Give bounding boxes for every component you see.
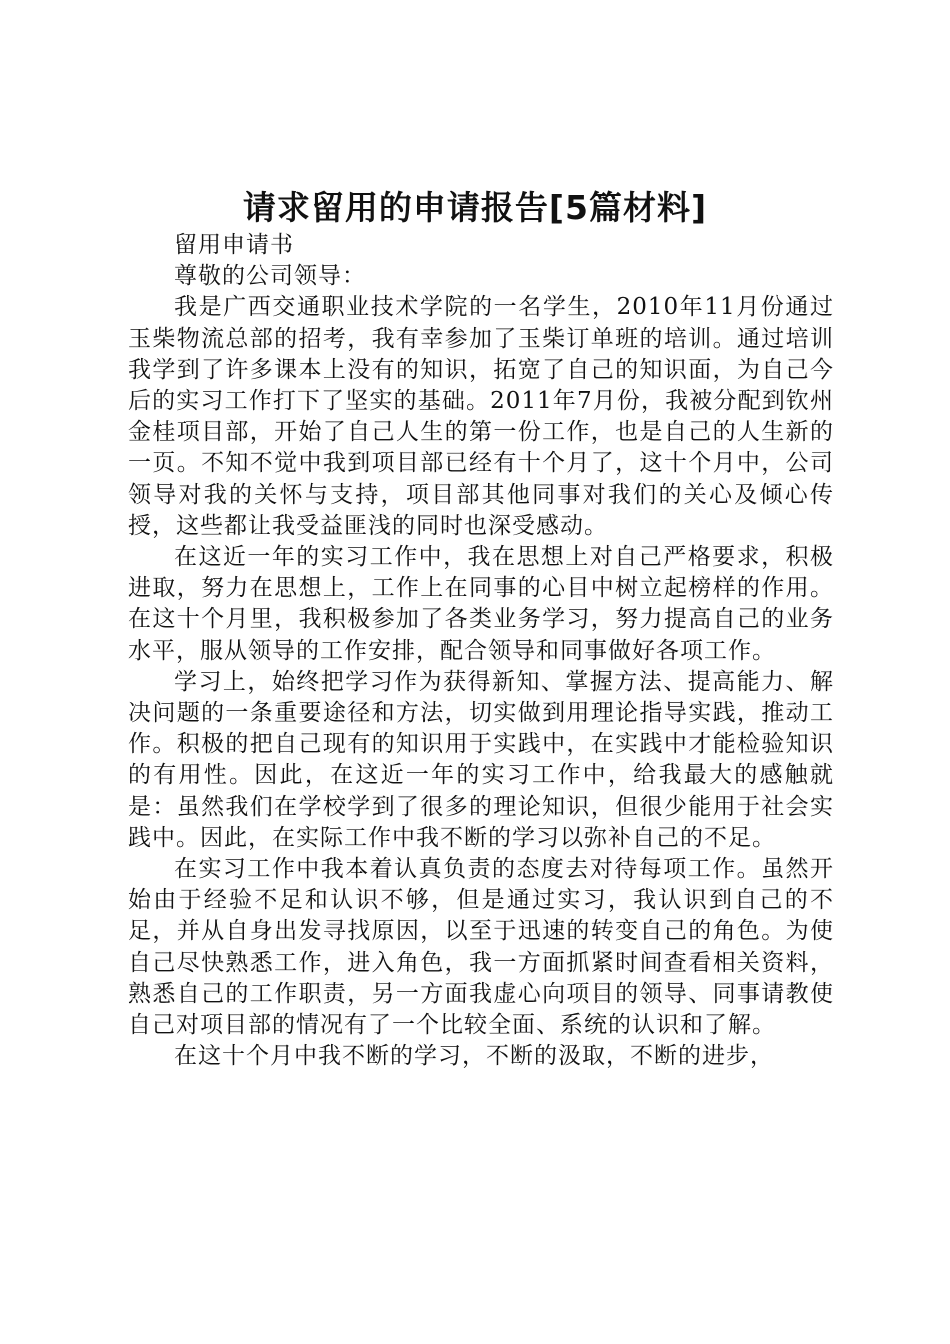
paragraph: 我是广西交通职业技术学院的一名学生，2010年11月份通过玉柴物流总部的招考，我有幸参加了玉柴订单班的培训。通过培训我学到了许多课本上没有的知识，拓宽了自己的知识面，为自己今后的实习工作打下了坚实的基础。2011年7月份，我被分配到钦州金桂项目部，开始了自己人生的第一份工作，也是自己的人生新的一页。不知不觉中我到项目部已经有十个月了，这十个月中，公司领导对我的关怀与支持，项目部其他同事对我们的关心及倾心传授，这些都让我受益匪浅的同时也深受感动。: [128, 294, 834, 539]
paragraph: 在实习工作中我本着认真负责的态度去对待每项工作。虽然开始由于经验不足和认识不够，但是通过实习，我认识到自己的不足，并从自身出发寻找原因，以至于迅速的转变自己的角色。为使自己尽快熟悉工作，进入角色，我一方面抓紧时间查看相关资料，熟悉自己的工作职责，另一方面我虚心向项目的领导、同事请教使自己对项目部的情况有了一个比较全面、系统的认识和了解。: [128, 856, 834, 1039]
document-title: 请求留用的申请报告[5篇材料]: [242, 188, 708, 227]
document-body: [128, 230, 834, 1072]
heading-line: 留用申请书: [174, 232, 294, 258]
paragraph: 在这十个月中我不断的学习，不断的汲取，不断的进步，: [174, 1043, 774, 1070]
paragraph: 在这近一年的实习工作中，我在思想上对自己严格要求，积极进取，努力在思想上，工作上在同事的心目中树立起榜样的作用。在这十个月里，我积极参加了各类业务学习，努力提高自己的业务水平，服从领导的工作安排，配合领导和同事做好各项工作。: [128, 544, 834, 664]
paragraph: 学习上，始终把学习作为获得新知、掌握方法、提高能力、解决问题的一条重要途径和方法，切实做到用理论指导实践，推动工作。积极的把自己现有的知识用于实践中，在实践中才能检验知识的有用性。因此，在这近一年的实习工作中，给我最大的感触就是：虽然我们在学校学到了很多的理论知识，但很少能用于社会实践中。因此，在实际工作中我不断的学习以弥补自己的不足。: [128, 668, 834, 851]
salutation: 尊敬的公司领导：: [174, 263, 366, 290]
